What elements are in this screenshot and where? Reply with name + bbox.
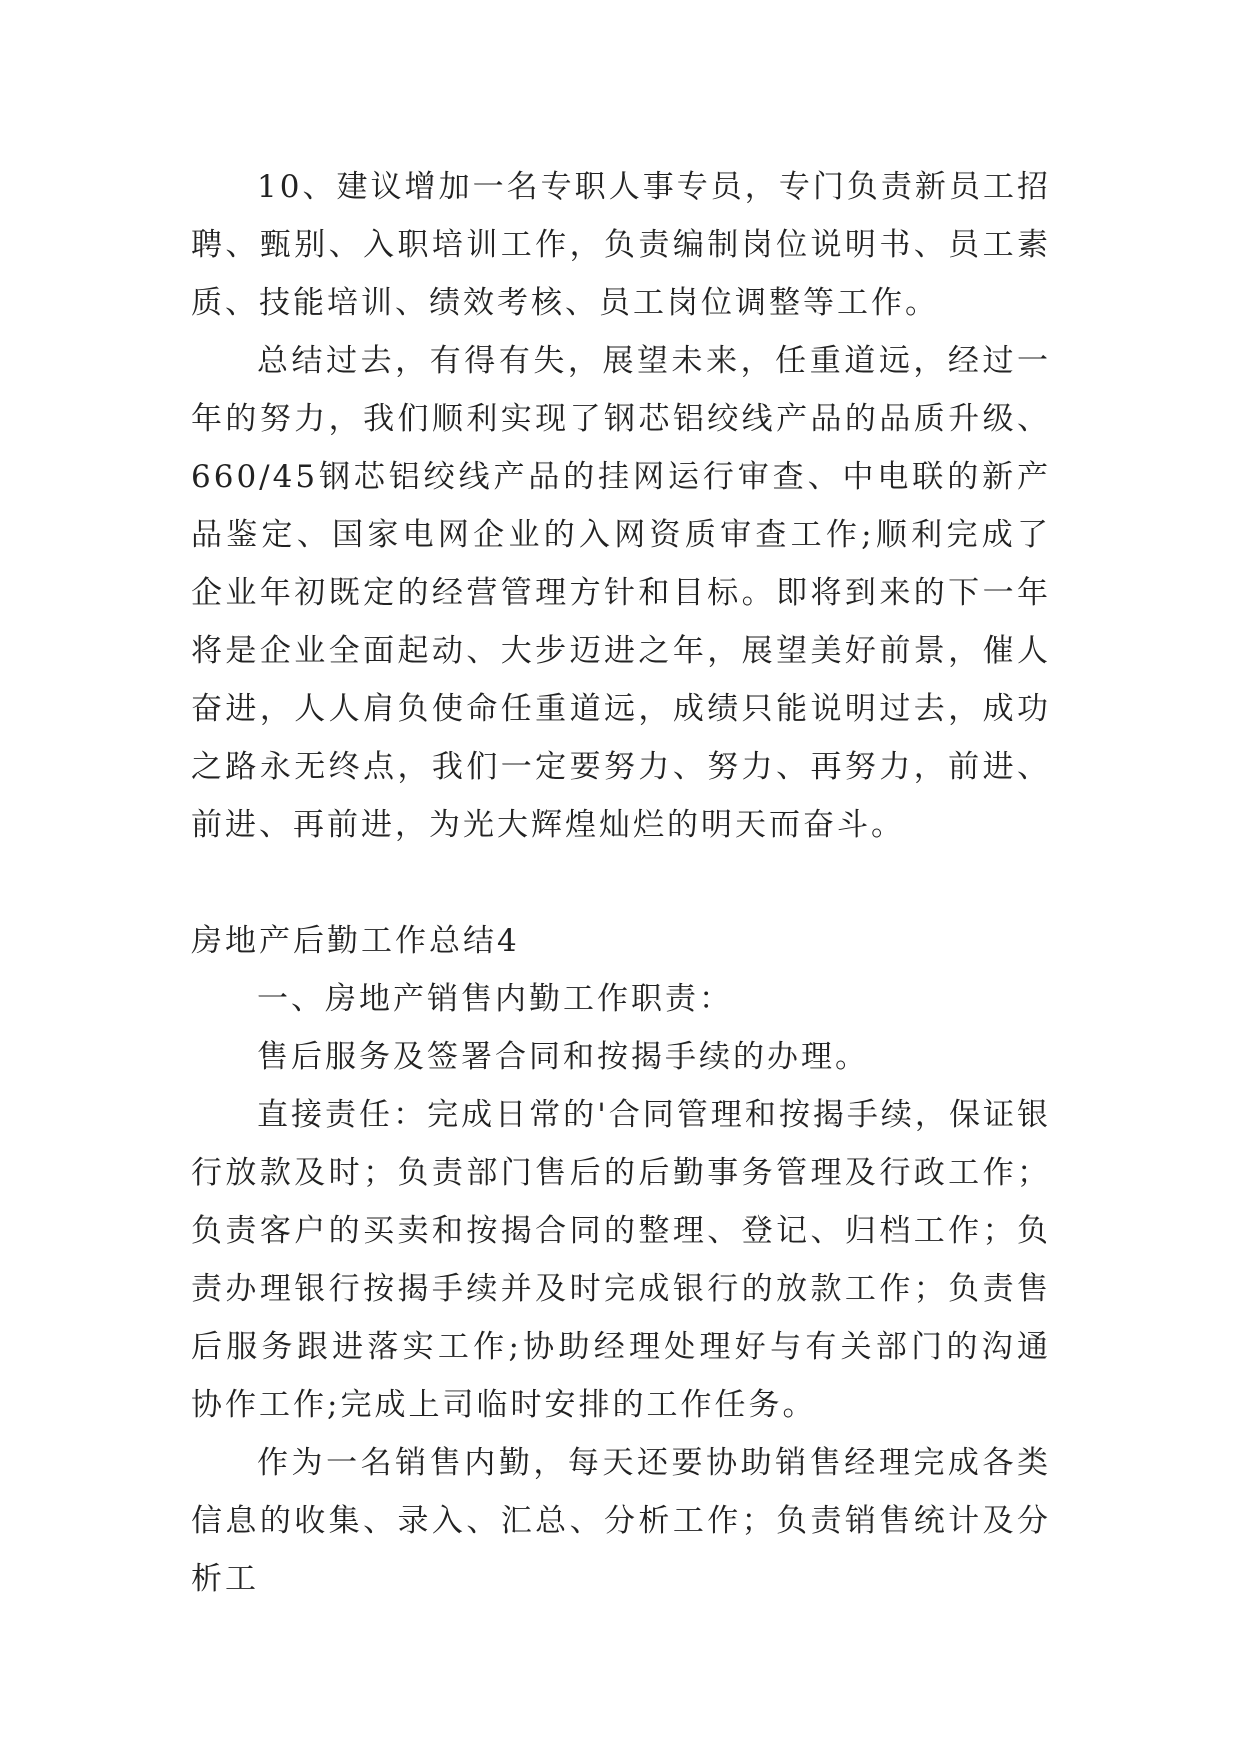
paragraph-direct-responsibility: 直接责任：完成日常的'合同管理和按揭手续，保证银行放款及时；负责部门售后的后勤事务管理及行政工作；负责客户的买卖和按揭合同的整理、登记、归档工作；负责办理银行按揭手续并及时完成银行的放款工作；负责售后服务跟进落实工作;协助经理处理好与有关部门的沟通协作工作;完成上司临时安排的工作任务。	[191, 1097, 1051, 1423]
document-page	[191, 158, 1051, 1608]
paragraph-sales-assistant: 作为一名销售内勤，每天还要协助销售经理完成各类信息的收集、录入、汇总、分析工作；负责销售统计及分析工	[191, 1445, 1051, 1597]
paragraph-duties-heading: 一、房地产销售内勤工作职责：	[257, 981, 733, 1017]
paragraph-after-sales: 售后服务及签署合同和按揭手续的办理。	[257, 1039, 869, 1075]
paragraph-year-summary: 总结过去，有得有失，展望未来，任重道远，经过一年的努力，我们顺利实现了钢芯铝绞线产品的品质升级、660/45钢芯铝绞线产品的挂网运行审查、中电联的新产品鉴定、国家电网企业的入网资质审查工作;顺利完成了企业年初既定的经营管理方针和目标。即将到来的下一年将是企业全面起动、大步迈进之年，展望美好前景，催人奋进，人人肩负使命任重道远，成绩只能说明过去，成功之路永无终点，我们一定要努力、努力、再努力，前进、前进、再前进，为光大辉煌灿烂的明天而奋斗。	[191, 343, 1051, 843]
section-title: 房地产后勤工作总结4	[191, 923, 520, 959]
paragraph-hr-suggestion: 10、建议增加一名专职人事专员，专门负责新员工招聘、甄别、入职培训工作，负责编制岗位说明书、员工素质、技能培训、绩效考核、员工岗位调整等工作。	[191, 169, 1051, 321]
section-spacer	[191, 854, 1051, 912]
